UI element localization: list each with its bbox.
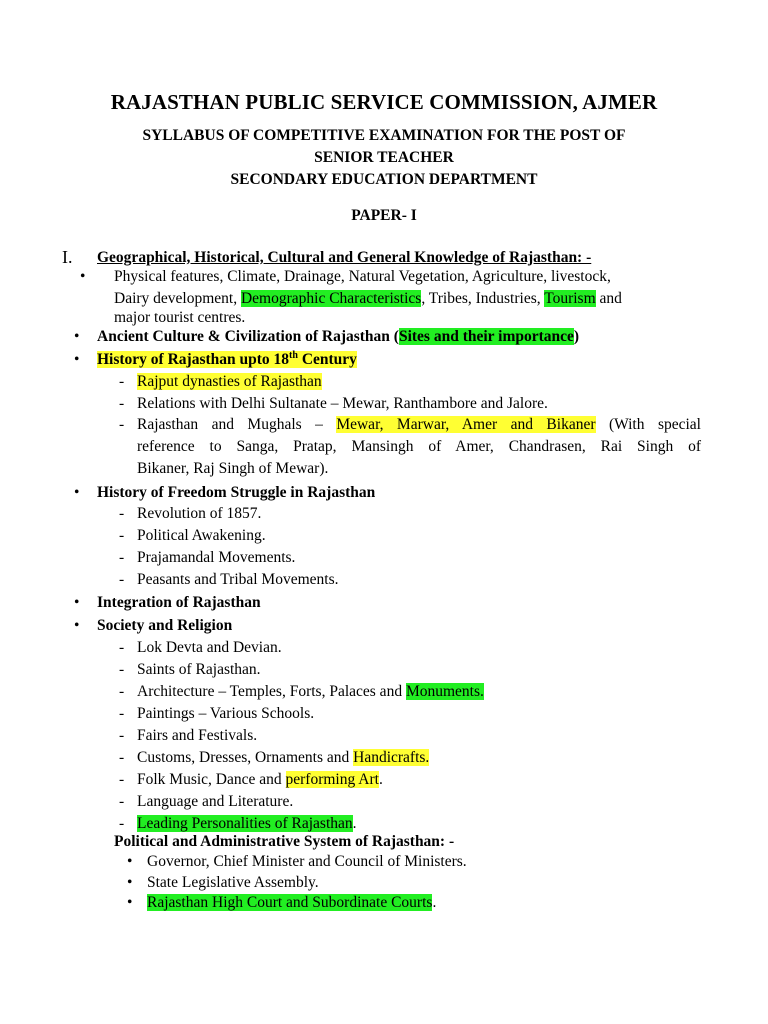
society-item-language: Language and Literature. bbox=[137, 793, 294, 810]
freedom-item: Prajamandal Movements. bbox=[137, 549, 296, 566]
political-heading: Political and Administrative System of Rajasthan: - bbox=[114, 833, 455, 850]
dash: - bbox=[119, 373, 125, 390]
highlight-handicrafts: Handicrafts. bbox=[353, 749, 430, 766]
highlight-high-court: Rajasthan High Court and Subordinate Courts bbox=[147, 894, 433, 911]
department-title: SECONDARY EDUCATION DEPARTMENT bbox=[230, 171, 538, 188]
dash: - bbox=[119, 771, 125, 788]
dash: - bbox=[119, 749, 125, 766]
highlight-monuments: Monuments. bbox=[405, 683, 484, 700]
highlight-sites: Sites and their importance bbox=[398, 328, 574, 345]
integration-heading: Integration of Rajasthan bbox=[97, 594, 261, 611]
highlight-mewar: Mewar, Marwar, Amer and Bikaner bbox=[336, 416, 596, 433]
dash: - bbox=[119, 727, 125, 744]
society-item-folk-music: Folk Music, Dance and performing Art. bbox=[137, 771, 383, 788]
bullet-political: • bbox=[127, 894, 133, 911]
political-item-high-court: Rajasthan High Court and Subordinate Courts. bbox=[147, 894, 437, 911]
dash: - bbox=[119, 549, 125, 566]
history-item-sultanate: Relations with Delhi Sultanate – Mewar, Ranthambore and Jalore. bbox=[137, 395, 548, 412]
dash: - bbox=[119, 793, 125, 810]
society-item-saints: Saints of Rajasthan. bbox=[137, 661, 261, 678]
political-item-assembly: State Legislative Assembly. bbox=[147, 874, 319, 891]
society-item-fairs: Fairs and Festivals. bbox=[137, 727, 258, 744]
society-item-paintings: Paintings – Various Schools. bbox=[137, 705, 315, 722]
dash: - bbox=[119, 661, 125, 678]
bullet-political: • bbox=[127, 874, 133, 891]
bullet-freedom: • bbox=[74, 484, 80, 501]
dash: - bbox=[119, 815, 125, 832]
dash: - bbox=[119, 527, 125, 544]
physical-features-line2: Dairy development, Demographic Characteristics, Tribes, Industries, Tourism and bbox=[114, 290, 622, 307]
society-item-lok-devta: Lok Devta and Devian. bbox=[137, 639, 282, 656]
bullet-history: • bbox=[74, 351, 80, 368]
highlight-demographic: Demographic Characteristics bbox=[240, 290, 422, 307]
dash: - bbox=[119, 571, 125, 588]
freedom-item: Peasants and Tribal Movements. bbox=[137, 571, 339, 588]
freedom-item: Political Awakening. bbox=[137, 527, 266, 544]
physical-features-line3: major tourist centres. bbox=[114, 309, 246, 326]
bullet-society: • bbox=[74, 617, 80, 634]
dash: - bbox=[119, 683, 125, 700]
highlight-personalities: Leading Personalities of Rajasthan bbox=[137, 815, 353, 832]
physical-features-line1: Physical features, Climate, Drainage, Natural Vegetation, Agriculture, livestock, bbox=[114, 268, 611, 285]
syllabus-subtitle-line1: SYLLABUS OF COMPETITIVE EXAMINATION FOR THE POST OF bbox=[142, 127, 626, 144]
society-item-architecture: Architecture – Temples, Forts, Palaces and Monuments. bbox=[137, 683, 484, 700]
section-title: Geographical, Historical, Cultural and General Knowledge of Rajasthan: - bbox=[97, 249, 592, 266]
bullet-ancient: • bbox=[74, 328, 80, 345]
ancient-culture-heading: Ancient Culture & Civilization of Rajasthan (Sites and their importance) bbox=[97, 328, 580, 345]
freedom-item: Revolution of 1857. bbox=[137, 505, 262, 522]
dash: - bbox=[119, 416, 125, 433]
society-item-customs: Customs, Dresses, Ornaments and Handicrafts. bbox=[137, 749, 430, 766]
society-heading: Society and Religion bbox=[97, 617, 233, 634]
paper-label: PAPER- I bbox=[351, 207, 417, 224]
bullet-political: • bbox=[127, 853, 133, 870]
political-item-governor: Governor, Chief Minister and Council of Ministers. bbox=[147, 853, 467, 870]
highlight-performing-art: performing Art bbox=[285, 771, 379, 788]
page-title: RAJASTHAN PUBLIC SERVICE COMMISSION, AJMER bbox=[110, 90, 658, 114]
history-heading bbox=[97, 349, 357, 371]
section-numeral: I. bbox=[62, 247, 73, 267]
dash: - bbox=[119, 395, 125, 412]
society-item-personalities: Leading Personalities of Rajasthan. bbox=[137, 815, 357, 832]
history-item-mughals-line3: Bikaner, Raj Singh of Mewar). bbox=[137, 460, 329, 477]
highlight-tourism: Tourism bbox=[544, 290, 596, 307]
freedom-heading: History of Freedom Struggle in Rajasthan bbox=[97, 484, 376, 501]
dash: - bbox=[119, 505, 125, 522]
history-item-mughals-line1: Rajasthan and Mughals – Mewar, Marwar, Amer and Bikaner (With special bbox=[137, 416, 701, 433]
history-item-mughals-line2: reference to Sanga, Pratap, Mansingh of Amer, Chandrasen, Rai Singh of bbox=[137, 438, 701, 455]
bullet-physical: • bbox=[80, 268, 86, 285]
dash: - bbox=[119, 639, 125, 656]
bullet-integration: • bbox=[74, 594, 80, 611]
syllabus-subtitle-line2: SENIOR TEACHER bbox=[314, 149, 454, 166]
history-item-rajput: Rajput dynasties of Rajasthan bbox=[137, 373, 322, 390]
dash: - bbox=[119, 705, 125, 722]
highlight-history: History of Rajasthan upto 18th Century bbox=[97, 349, 357, 368]
